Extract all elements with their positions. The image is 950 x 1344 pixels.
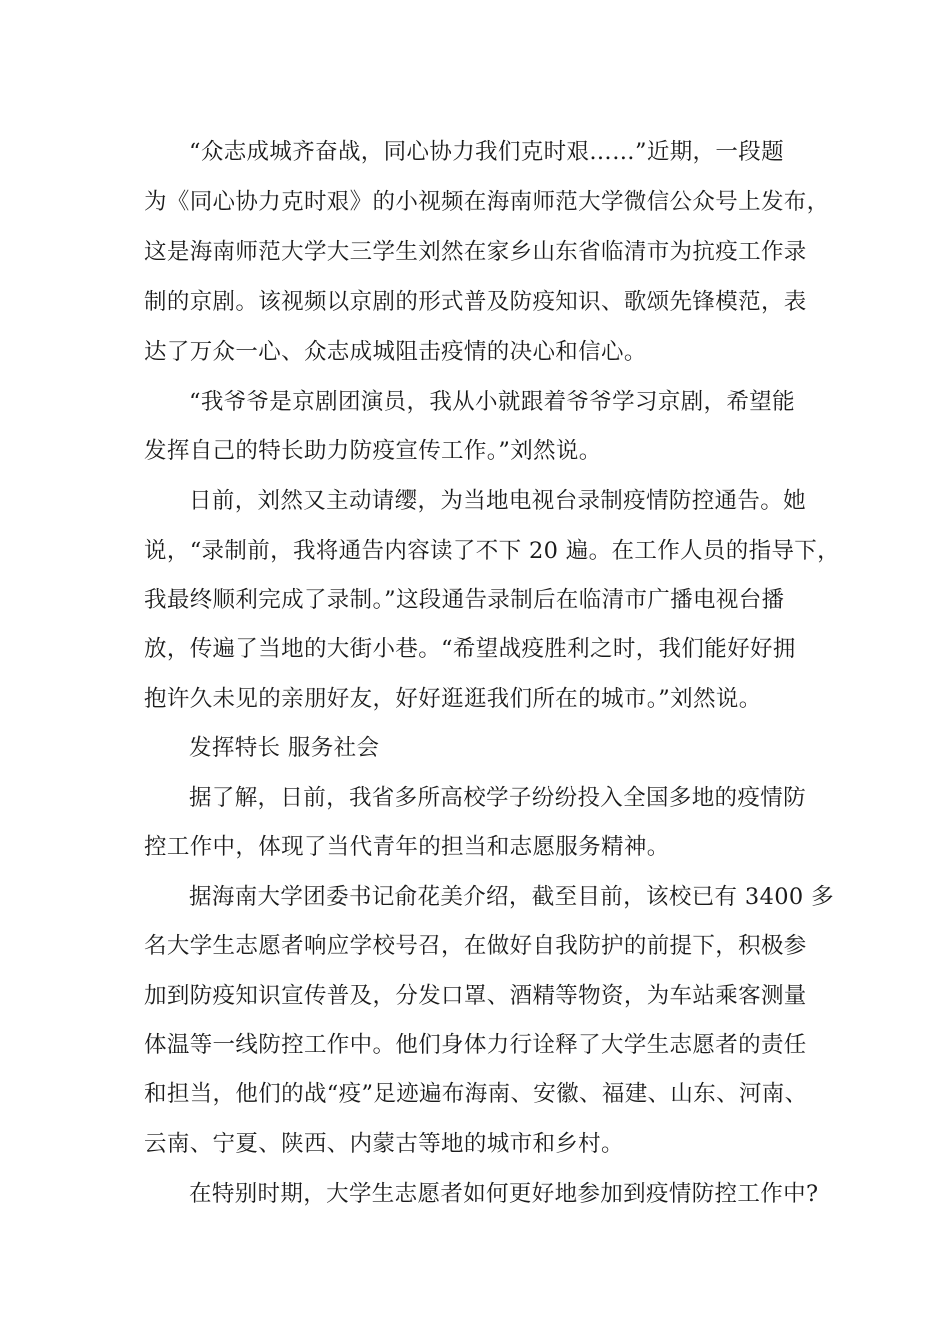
text-line: 名大学生志愿者响应学校号召，在做好自我防护的前提下，积极参 — [144, 933, 807, 959]
text-line: 云南、宁夏、陕西、内蒙古等地的城市和乡村。 — [144, 1131, 624, 1157]
text-line: 据海南大学团委书记俞花美介绍，截至目前，该校已有 3400 多 — [189, 884, 834, 910]
text-line: 据了解，日前，我省多所高校学子纷纷投入全国多地的疫情防 — [189, 785, 806, 811]
text-line: 这是海南师范大学大三学生刘然在家乡山东省临清市为抗疫工作录 — [144, 239, 807, 265]
text-line: 抱许久未见的亲朋好友，好好逛逛我们所在的城市。”刘然说。 — [144, 686, 762, 712]
section-heading: 发挥特长 服务社会 — [189, 735, 380, 761]
text-line: 说，“录制前，我将通告内容读了不下 20 遍。在工作人员的指导下， — [144, 538, 840, 564]
text-line: 为《同心协力克时艰》的小视频在海南师范大学微信公众号上发布， — [144, 189, 830, 215]
text-line: 日前，刘然又主动请缨，为当地电视台录制疫情防控通告。她 — [189, 488, 806, 514]
text-line: 放，传遍了当地的大街小巷。“希望战疫胜利之时，我们能好好拥 — [144, 636, 796, 662]
text-line: “众志成城齐奋战，同心协力我们克时艰……”近期，一段题 — [189, 139, 784, 165]
text-line: 我最终顺利完成了录制。”这段通告录制后在临清市广播电视台播 — [144, 587, 785, 613]
text-line: “我爷爷是京剧团演员，我从小就跟着爷爷学习京剧，希望能 — [189, 389, 795, 415]
text-line: 在特别时期，大学生志愿者如何更好地参加到疫情防控工作中? — [189, 1181, 819, 1207]
text-line: 控工作中，体现了当代青年的担当和志愿服务精神。 — [144, 834, 670, 860]
text-line: 和担当，他们的战“疫”足迹遍布海南、安徽、福建、山东、河南、 — [144, 1081, 808, 1107]
text-line: 达了万众一心、众志成城阻击疫情的决心和信心。 — [144, 339, 647, 365]
text-line: 体温等一线防控工作中。他们身体力行诠释了大学生志愿者的责任 — [144, 1032, 807, 1058]
text-line: 发挥自己的特长助力防疫宣传工作。”刘然说。 — [144, 438, 602, 464]
text-line: 制的京剧。该视频以京剧的形式普及防疫知识、歌颂先锋模范，表 — [144, 289, 807, 315]
text-line: 加到防疫知识宣传普及，分发口罩、酒精等物资，为车站乘客测量 — [144, 983, 807, 1009]
